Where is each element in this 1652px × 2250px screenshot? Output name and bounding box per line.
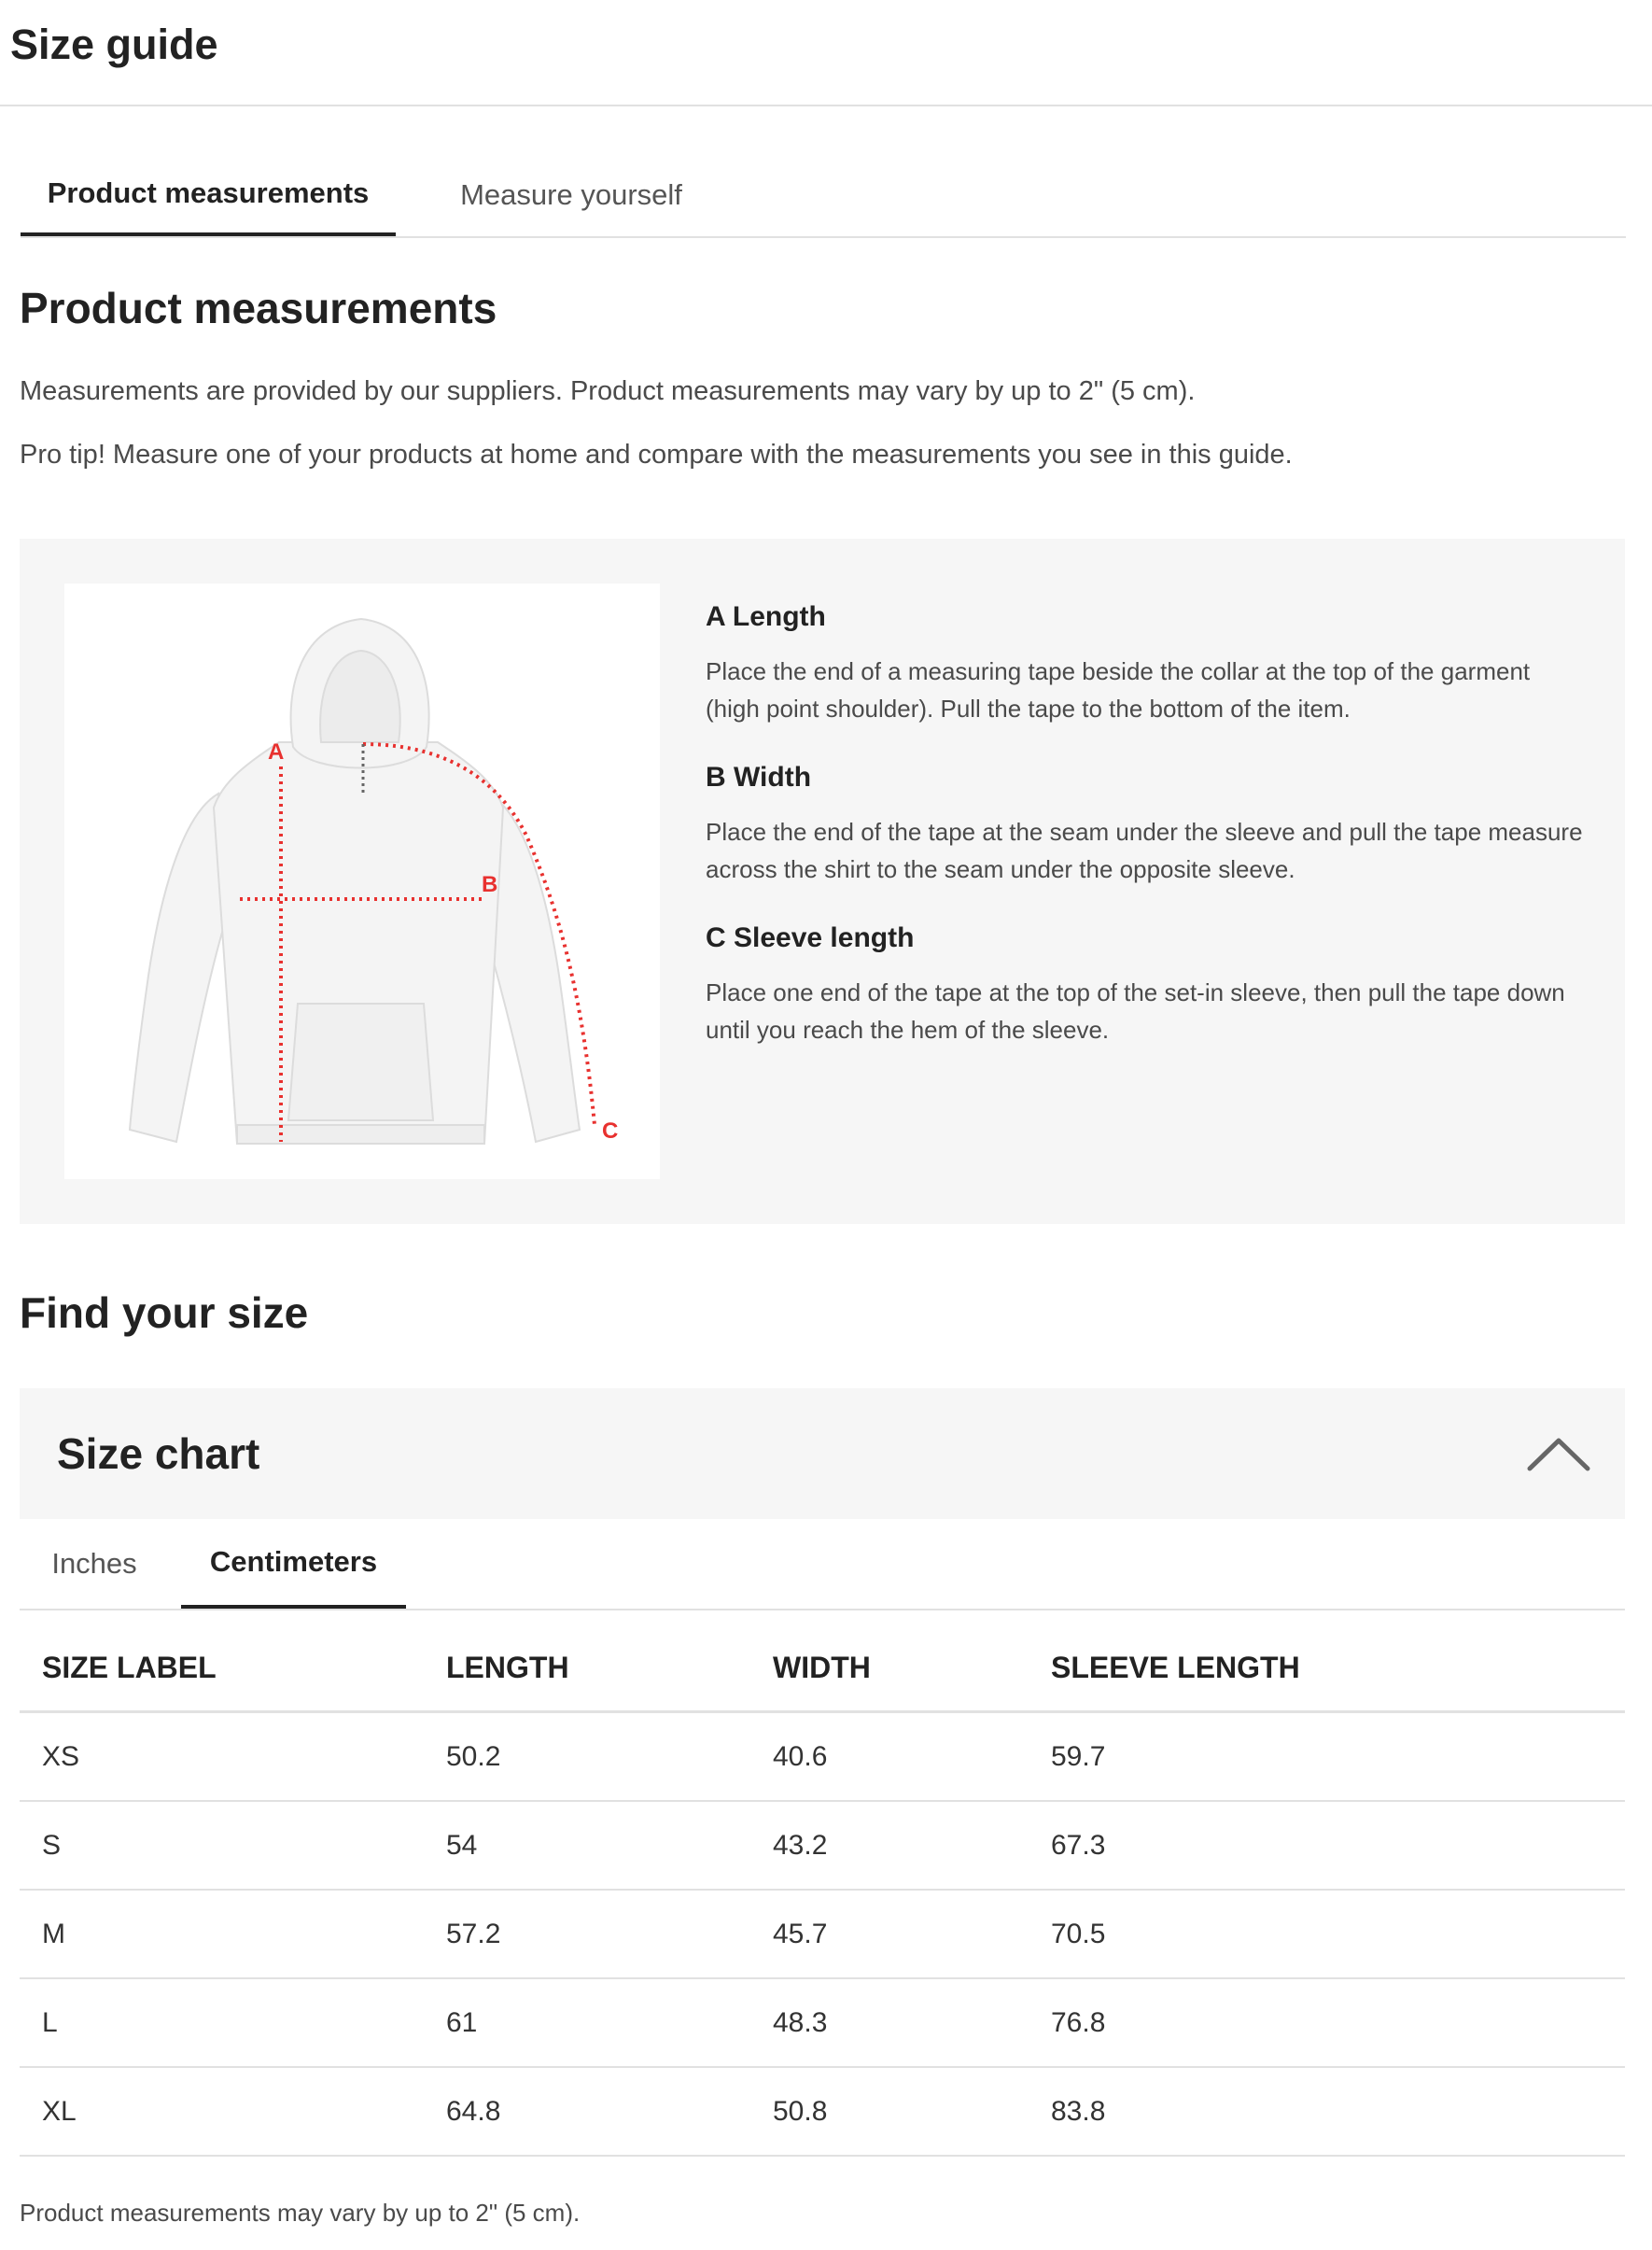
cell-size: S — [20, 1801, 446, 1890]
measurement-a — [706, 598, 1583, 727]
table-row — [20, 1712, 1625, 1802]
cell-length: 50.2 — [446, 1712, 773, 1802]
hoodie-illustration — [130, 619, 580, 1144]
measurement-b-text: Place the end of the tape at the seam under the sleeve and pull the tape measure across the shirt to the seam under the opposite sleeve. — [706, 818, 1583, 883]
tab-product-measurements[interactable]: Product measurements — [21, 154, 396, 236]
table-header-row — [20, 1624, 1625, 1712]
label-b: B — [482, 872, 498, 897]
measurement-a-text: Place the end of a measuring tape beside the collar at the top of the garment (high point shoulder). Pull the tape to the bottom of the item. — [706, 657, 1531, 723]
cell-width: 43.2 — [773, 1801, 1051, 1890]
size-chart-accordion-header[interactable] — [20, 1388, 1625, 1519]
tab-centimeters[interactable]: Centimeters — [181, 1519, 406, 1609]
table-row — [20, 2067, 1625, 2156]
page-title: Size guide — [10, 21, 218, 68]
cell-width: 45.7 — [773, 1890, 1051, 1978]
unit-tabs — [20, 1519, 1625, 1610]
measurement-c-text: Place one end of the tape at the top of the set-in sleeve, then pull the tape down until you reach the hem of the sleeve. — [706, 978, 1565, 1044]
table-row — [20, 1890, 1625, 1978]
cell-size: XL — [20, 2067, 446, 2156]
cell-sleeve-length: 67.3 — [1051, 1801, 1625, 1890]
pro-tip-text: Pro tip! Measure one of your products at home and compare with the measurements you see in this guide. — [20, 440, 1293, 470]
cell-sleeve-length: 83.8 — [1051, 2067, 1625, 2156]
hoodie-measurement-diagram — [64, 584, 660, 1179]
label-c: C — [602, 1118, 619, 1144]
measurement-c — [706, 920, 1583, 1048]
intro-text: Measurements are provided by our suppliers. Product measurements may vary by up to 2" (5 cm). — [20, 376, 1196, 406]
measurement-a-title: A Length — [706, 601, 826, 632]
guide-tabs — [21, 154, 1626, 238]
cell-width: 40.6 — [773, 1712, 1051, 1802]
cell-length: 64.8 — [446, 2067, 773, 2156]
size-table — [20, 1624, 1625, 2157]
measurement-guide-panel — [20, 539, 1625, 1224]
cell-width: 50.8 — [773, 2067, 1051, 2156]
cell-width: 48.3 — [773, 1978, 1051, 2067]
cell-length: 61 — [446, 1978, 773, 2067]
cell-size: L — [20, 1978, 446, 2067]
chevron-up-icon[interactable] — [1526, 1435, 1591, 1472]
section-heading-find-your-size: Find your size — [20, 1288, 309, 1337]
size-chart-title: Size chart — [57, 1429, 260, 1478]
column-header-sleeve-length: SLEEVE LENGTH — [1051, 1624, 1625, 1712]
label-a: A — [268, 739, 285, 765]
tab-measure-yourself[interactable]: Measure yourself — [460, 178, 682, 211]
table-row — [20, 1978, 1625, 2067]
measurement-b-title: B Width — [706, 762, 812, 793]
cell-sleeve-length: 76.8 — [1051, 1978, 1625, 2067]
column-header-length: LENGTH — [446, 1624, 773, 1712]
cell-length: 54 — [446, 1801, 773, 1890]
footnote: Product measurements may vary by up to 2" (5 cm). — [20, 2199, 581, 2227]
measurement-b — [706, 759, 1583, 888]
table-row — [20, 1801, 1625, 1890]
header-divider — [0, 105, 1652, 106]
cell-size: XS — [20, 1712, 446, 1802]
column-header-size-label: SIZE LABEL — [20, 1624, 446, 1712]
measurement-c-title: C Sleeve length — [706, 922, 915, 953]
section-heading-product-measurements: Product measurements — [20, 284, 497, 332]
cell-size: M — [20, 1890, 446, 1978]
tab-inches[interactable]: Inches — [51, 1547, 137, 1580]
cell-length: 57.2 — [446, 1890, 773, 1978]
cell-sleeve-length: 59.7 — [1051, 1712, 1625, 1802]
column-header-width: WIDTH — [773, 1624, 1051, 1712]
cell-sleeve-length: 70.5 — [1051, 1890, 1625, 1978]
